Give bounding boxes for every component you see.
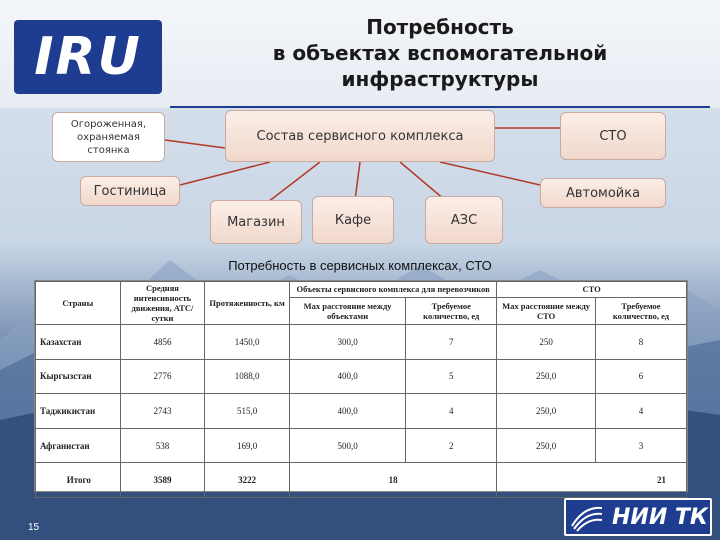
- table-row: [36, 359, 687, 394]
- node-sto: [560, 112, 666, 160]
- node-shop: [210, 200, 302, 244]
- cell-max-dist: 500,0: [289, 428, 405, 463]
- center-box-label: Состав сервисного комплекса: [256, 128, 464, 144]
- table-total-row: [36, 463, 687, 498]
- slide-title: Потребность в объектах вспомогательной инфраструктуры: [272, 15, 608, 91]
- cell-length: 515,0: [205, 394, 290, 429]
- col-group-sto: СТО: [497, 282, 687, 298]
- node-hotel-label: Гостиница: [93, 183, 167, 199]
- cell-count: 5: [406, 359, 497, 394]
- cell-max-dist-sto: 250: [497, 325, 596, 360]
- node-carwash-label: Автомойка: [565, 185, 641, 201]
- node-carwash: [540, 178, 666, 208]
- cell-length: 169,0: [205, 428, 290, 463]
- cell-country: Казахстан: [36, 325, 121, 360]
- cell-length: 1088,0: [205, 359, 290, 394]
- cell-total-count-sto: 21: [497, 463, 687, 498]
- cell-max-dist: 400,0: [289, 359, 405, 394]
- col-header-intensity: Средняя интенсивность движения, АТС/сутки: [120, 282, 205, 325]
- col-header-required-count: Требуемое количество, ед: [406, 297, 497, 324]
- iru-logo-text: IRU: [34, 27, 142, 87]
- service-complex-table: [34, 280, 688, 492]
- cell-country: Афганистан: [36, 428, 121, 463]
- cell-intensity: 4856: [120, 325, 205, 360]
- nii-tk-logo-text: НИИ ТК: [612, 504, 708, 530]
- nii-tk-logo: [564, 498, 712, 536]
- node-cafe-label: Кафе: [334, 212, 372, 228]
- cell-count: 7: [406, 325, 497, 360]
- cell-count-sto: 8: [595, 325, 686, 360]
- cell-intensity: 538: [120, 428, 205, 463]
- node-parking: [52, 112, 165, 162]
- cell-count: 2: [406, 428, 497, 463]
- node-cafe: [312, 196, 394, 244]
- cell-max-dist-sto: 250,0: [497, 394, 596, 429]
- nii-tk-emblem-icon: [570, 502, 604, 532]
- node-hotel: [80, 176, 180, 206]
- cell-max-dist-sto: 250,0: [497, 428, 596, 463]
- table-row: [36, 325, 687, 360]
- cell-country: Кыргызстан: [36, 359, 121, 394]
- cell-total-label: Итого: [36, 463, 121, 498]
- needs-table: [35, 281, 687, 498]
- cell-count: 4: [406, 394, 497, 429]
- table-title: Потребность в сервисных комплексах, СТО: [228, 258, 492, 273]
- col-header-length: Протяженность, км: [205, 282, 290, 325]
- col-header-country: Страны: [36, 282, 121, 325]
- node-azs: [425, 196, 503, 244]
- cell-count-sto: 6: [595, 359, 686, 394]
- cell-total-intensity: 3589: [120, 463, 205, 498]
- table-row: [36, 394, 687, 429]
- cell-count-sto: 4: [595, 394, 686, 429]
- node-shop-label: Магазин: [227, 214, 285, 230]
- center-box-service-complex: [225, 110, 495, 162]
- cell-length: 1450,0: [205, 325, 290, 360]
- col-group-service-objects: Объекты сервисного комплекса для перевозчиков: [289, 282, 496, 298]
- node-sto-label: СТО: [599, 128, 627, 144]
- cell-count-sto: 3: [595, 428, 686, 463]
- col-header-max-dist-sto: Мах расстояние между СТО: [497, 297, 596, 324]
- cell-total-length: 3222: [205, 463, 290, 498]
- cell-total-count: 18: [289, 463, 496, 498]
- page-number: 15: [28, 522, 40, 533]
- cell-country: Таджикистан: [36, 394, 121, 429]
- cell-max-dist-sto: 250,0: [497, 359, 596, 394]
- node-azs-label: АЗС: [450, 212, 478, 228]
- table-row: [36, 428, 687, 463]
- cell-max-dist: 300,0: [289, 325, 405, 360]
- cell-intensity: 2776: [120, 359, 205, 394]
- cell-intensity: 2743: [120, 394, 205, 429]
- cell-max-dist: 400,0: [289, 394, 405, 429]
- node-parking-label: Огороженная, охраняемая стоянка: [70, 118, 147, 156]
- col-header-max-dist-objects: Мах расстояние между объектами: [289, 297, 405, 324]
- col-header-required-count-sto: Требуемое количество, ед: [595, 297, 686, 324]
